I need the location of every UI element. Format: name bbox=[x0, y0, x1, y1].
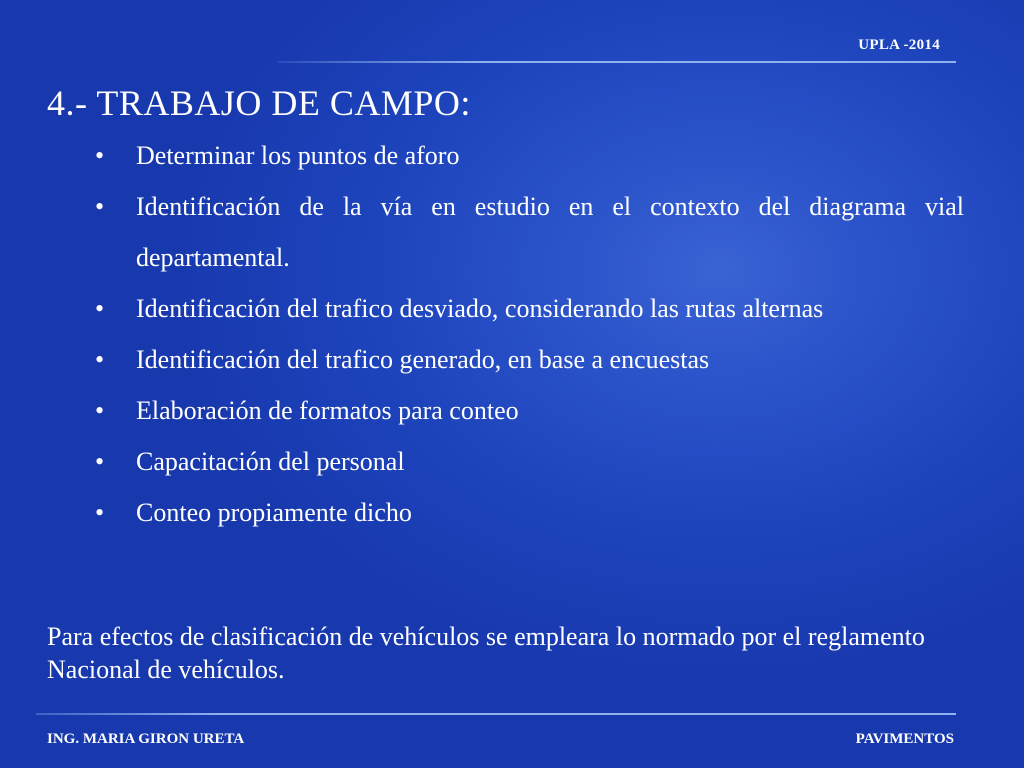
slide-title: 4.- TRABAJO DE CAMPO: bbox=[47, 83, 471, 123]
bullet-text: Capacitación del personal bbox=[136, 447, 405, 476]
bullet-item bbox=[95, 436, 964, 487]
bullet-text: Elaboración de formatos para conteo bbox=[136, 396, 519, 425]
bullet-item bbox=[95, 385, 964, 436]
bullet-icon: • bbox=[95, 396, 105, 425]
bullet-text: Determinar los puntos de aforo bbox=[136, 141, 460, 170]
bullet-text: Identificación del trafico generado, en base a encuestas bbox=[136, 345, 710, 374]
top-divider bbox=[278, 61, 956, 63]
bullet-icon: • bbox=[95, 498, 105, 527]
bullet-item bbox=[95, 283, 964, 334]
bullet-icon: • bbox=[95, 294, 105, 323]
footer-author: ING. MARIA GIRON URETA bbox=[47, 731, 245, 747]
footer-course: PAVIMENTOS bbox=[855, 731, 954, 747]
bullet-icon: • bbox=[95, 447, 105, 476]
bullet-item bbox=[95, 487, 964, 538]
bullet-text: Identificación de la vía en estudio en el contexto del diagrama vial departamental. bbox=[136, 192, 964, 272]
header-tag: UPLA -2014 bbox=[858, 37, 940, 53]
bullet-item bbox=[95, 130, 964, 181]
bullet-text: Identificación del trafico desviado, considerando las rutas alternas bbox=[136, 294, 824, 323]
bullet-list bbox=[95, 130, 964, 538]
bottom-divider bbox=[36, 713, 956, 715]
bullet-icon: • bbox=[95, 345, 105, 374]
bullet-icon: • bbox=[95, 141, 105, 170]
closing-paragraph: Para efectos de clasificación de vehículos se empleara lo normado por el reglamento Nacional de vehículos. bbox=[47, 622, 925, 684]
bullet-icon: • bbox=[95, 192, 105, 221]
bullet-item bbox=[95, 181, 964, 283]
bullet-item bbox=[95, 334, 964, 385]
bullet-text: Conteo propiamente dicho bbox=[136, 498, 412, 527]
